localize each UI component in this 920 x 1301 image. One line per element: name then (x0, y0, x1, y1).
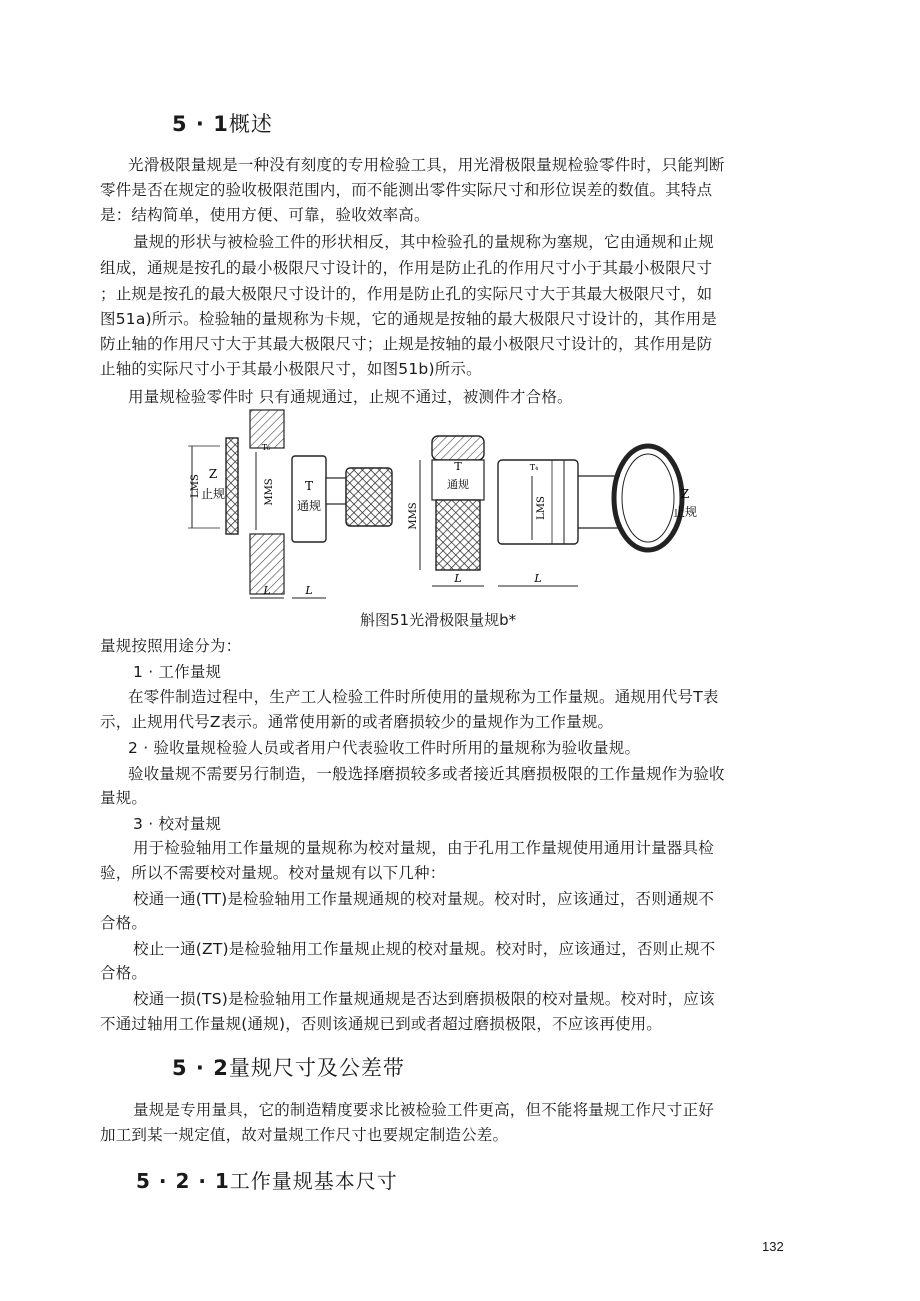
label-mms-a: MMS (264, 478, 275, 506)
list-intro: 量规按照用途分为： (100, 637, 242, 655)
section-heading-5-2-1 (136, 1165, 398, 1194)
label-mms-b: MMS (408, 502, 419, 530)
no-go-plug (226, 438, 238, 534)
paragraph-line: 零件是否在规定的验收极限范围内，而不能测出零件实际尺寸和形位误差的数值。其特点 (100, 181, 713, 199)
paragraph-line: 是：结构简单，使用方便、可靠，验收效率高。 (100, 206, 430, 224)
label-l-b1: L (454, 572, 462, 585)
figure-gauge-diagram (180, 406, 720, 606)
paragraph-line: 验收量规不需要另行制造，一般选择磨损较多或者接近其磨损极限的工作量规作为验收 (128, 765, 725, 783)
paragraph-line: 光滑极限量规是一种没有刻度的专用检验工具，用光滑极限量规检验零件时，只能判断 (128, 156, 725, 174)
paragraph-line: 量规。 (100, 789, 148, 807)
list-item-head: 3 · 校对量规 (133, 815, 222, 833)
label-l-a1: L (263, 584, 271, 597)
list-item-head: 1 · 工作量规 (133, 663, 222, 681)
paragraph-line: 量规是专用量具，它的制造精度要求比被检验工件更高，但不能将量规工作尺寸正好 (133, 1101, 714, 1119)
label-t-a: T (304, 479, 314, 493)
label-t-b: T (454, 460, 462, 473)
paragraph-line: 用于检验轴用工作量规的量规称为校对量规，由于孔用工作量规使用通用计量器具检 (133, 839, 714, 857)
paragraph-line: 加工到某一规定值，故对量规工作尺寸也要规定制造公差。 (100, 1126, 509, 1144)
section-title: 工作量规基本尺寸 (229, 1169, 398, 1193)
paragraph-line: 组成，通规是按孔的最小极限尺寸设计的，作用是防止孔的作用尺寸小于其最小极限尺寸 (100, 259, 713, 277)
paragraph-line: 校止一通(ZT)是检验轴用工作量规止规的校对量规。校对时，应该通过，否则止规不 (133, 940, 716, 958)
label-z-a: Z (208, 467, 218, 481)
section-heading-5-1 (172, 108, 273, 138)
plug-handle (346, 468, 392, 526)
paragraph-line: 校通一损(TS)是检验轴用工作量规通规是否达到磨损极限的校对量规。校对时，应该 (133, 990, 715, 1008)
label-tong-b: 通规 (447, 478, 469, 491)
snap-gauge-body (436, 500, 480, 570)
label-l-a2: L (305, 584, 313, 597)
section-title: 概述 (228, 112, 273, 136)
page-number: 132 (762, 1239, 784, 1254)
section-number: 5 · 2 · 1 (136, 1169, 230, 1193)
label-td-b: T₄ (529, 463, 539, 472)
section-number: 5 · 1 (172, 112, 229, 136)
paragraph-line: 校通一通(TT)是检验轴用工作量规通规的校对量规。校对时，应该通过，否则通规不 (133, 890, 715, 908)
label-l-b2: L (534, 572, 542, 585)
paragraph-line: 止轴的实际尺寸小于其最小极限尺寸，如图51b)所示。 (100, 360, 482, 378)
paragraph-line: 用量规检验零件时 只有通规通过，止规不通过，被测件才合格。 (128, 388, 573, 406)
list-item-head: 2 · 验收量规检验人员或者用户代表验收工件时所用的量规称为验收量规。 (128, 739, 641, 757)
label-z-b: Z (680, 487, 690, 501)
no-go-ring (614, 446, 682, 550)
snap-gauge-top (432, 436, 484, 460)
section-heading-5-2 (172, 1052, 405, 1082)
label-lms-a: LMS (190, 474, 201, 498)
paragraph-line: 量规的形状与被检验工件的形状相反，其中检验孔的量规称为塞规，它由通规和止规 (133, 233, 714, 251)
section-title: 量规尺寸及公差带 (228, 1056, 405, 1080)
label-zhi-b: 止规 (672, 505, 698, 519)
paragraph-line: ；止规是按孔的最大极限尺寸设计的，作用是防止孔的实际尺寸大于其最大极限尺寸，如 (100, 285, 713, 303)
label-td-a: T₆ (261, 443, 271, 452)
paragraph-line: 合格。 (100, 914, 148, 932)
label-lms-b: LMS (536, 496, 547, 520)
paragraph-line: 在零件制造过程中，生产工人检验工件时所使用的量规称为工作量规。通规用代号T表 (128, 688, 719, 706)
paragraph-line: 图51a)所示。检验轴的量规称为卡规，它的通规是按轴的最大极限尺寸设计的，其作用是 (100, 310, 717, 328)
figure-caption: 斛图51光滑极限量规b* (360, 611, 517, 629)
paragraph-line: 防止轴的作用尺寸大于其最大极限尺寸；止规是按轴的最小极限尺寸设计的，其作用是防 (100, 335, 713, 353)
section-number: 5 · 2 (172, 1056, 229, 1080)
paragraph-line: 合格。 (100, 964, 148, 982)
label-tong-a: 通规 (296, 499, 322, 513)
label-zhi-a: 止规 (200, 487, 226, 501)
paragraph-line: 示，止规用代号Z表示。通常使用新的或者磨损较少的量规作为工作量规。 (100, 713, 614, 731)
paragraph-line: 验，所以不需要校对量规。校对量规有以下几种： (100, 864, 446, 882)
paragraph-line: 不通过轴用工作量规(通规)，否则该通规已到或者超过磨损极限，不应该再使用。 (100, 1015, 662, 1033)
